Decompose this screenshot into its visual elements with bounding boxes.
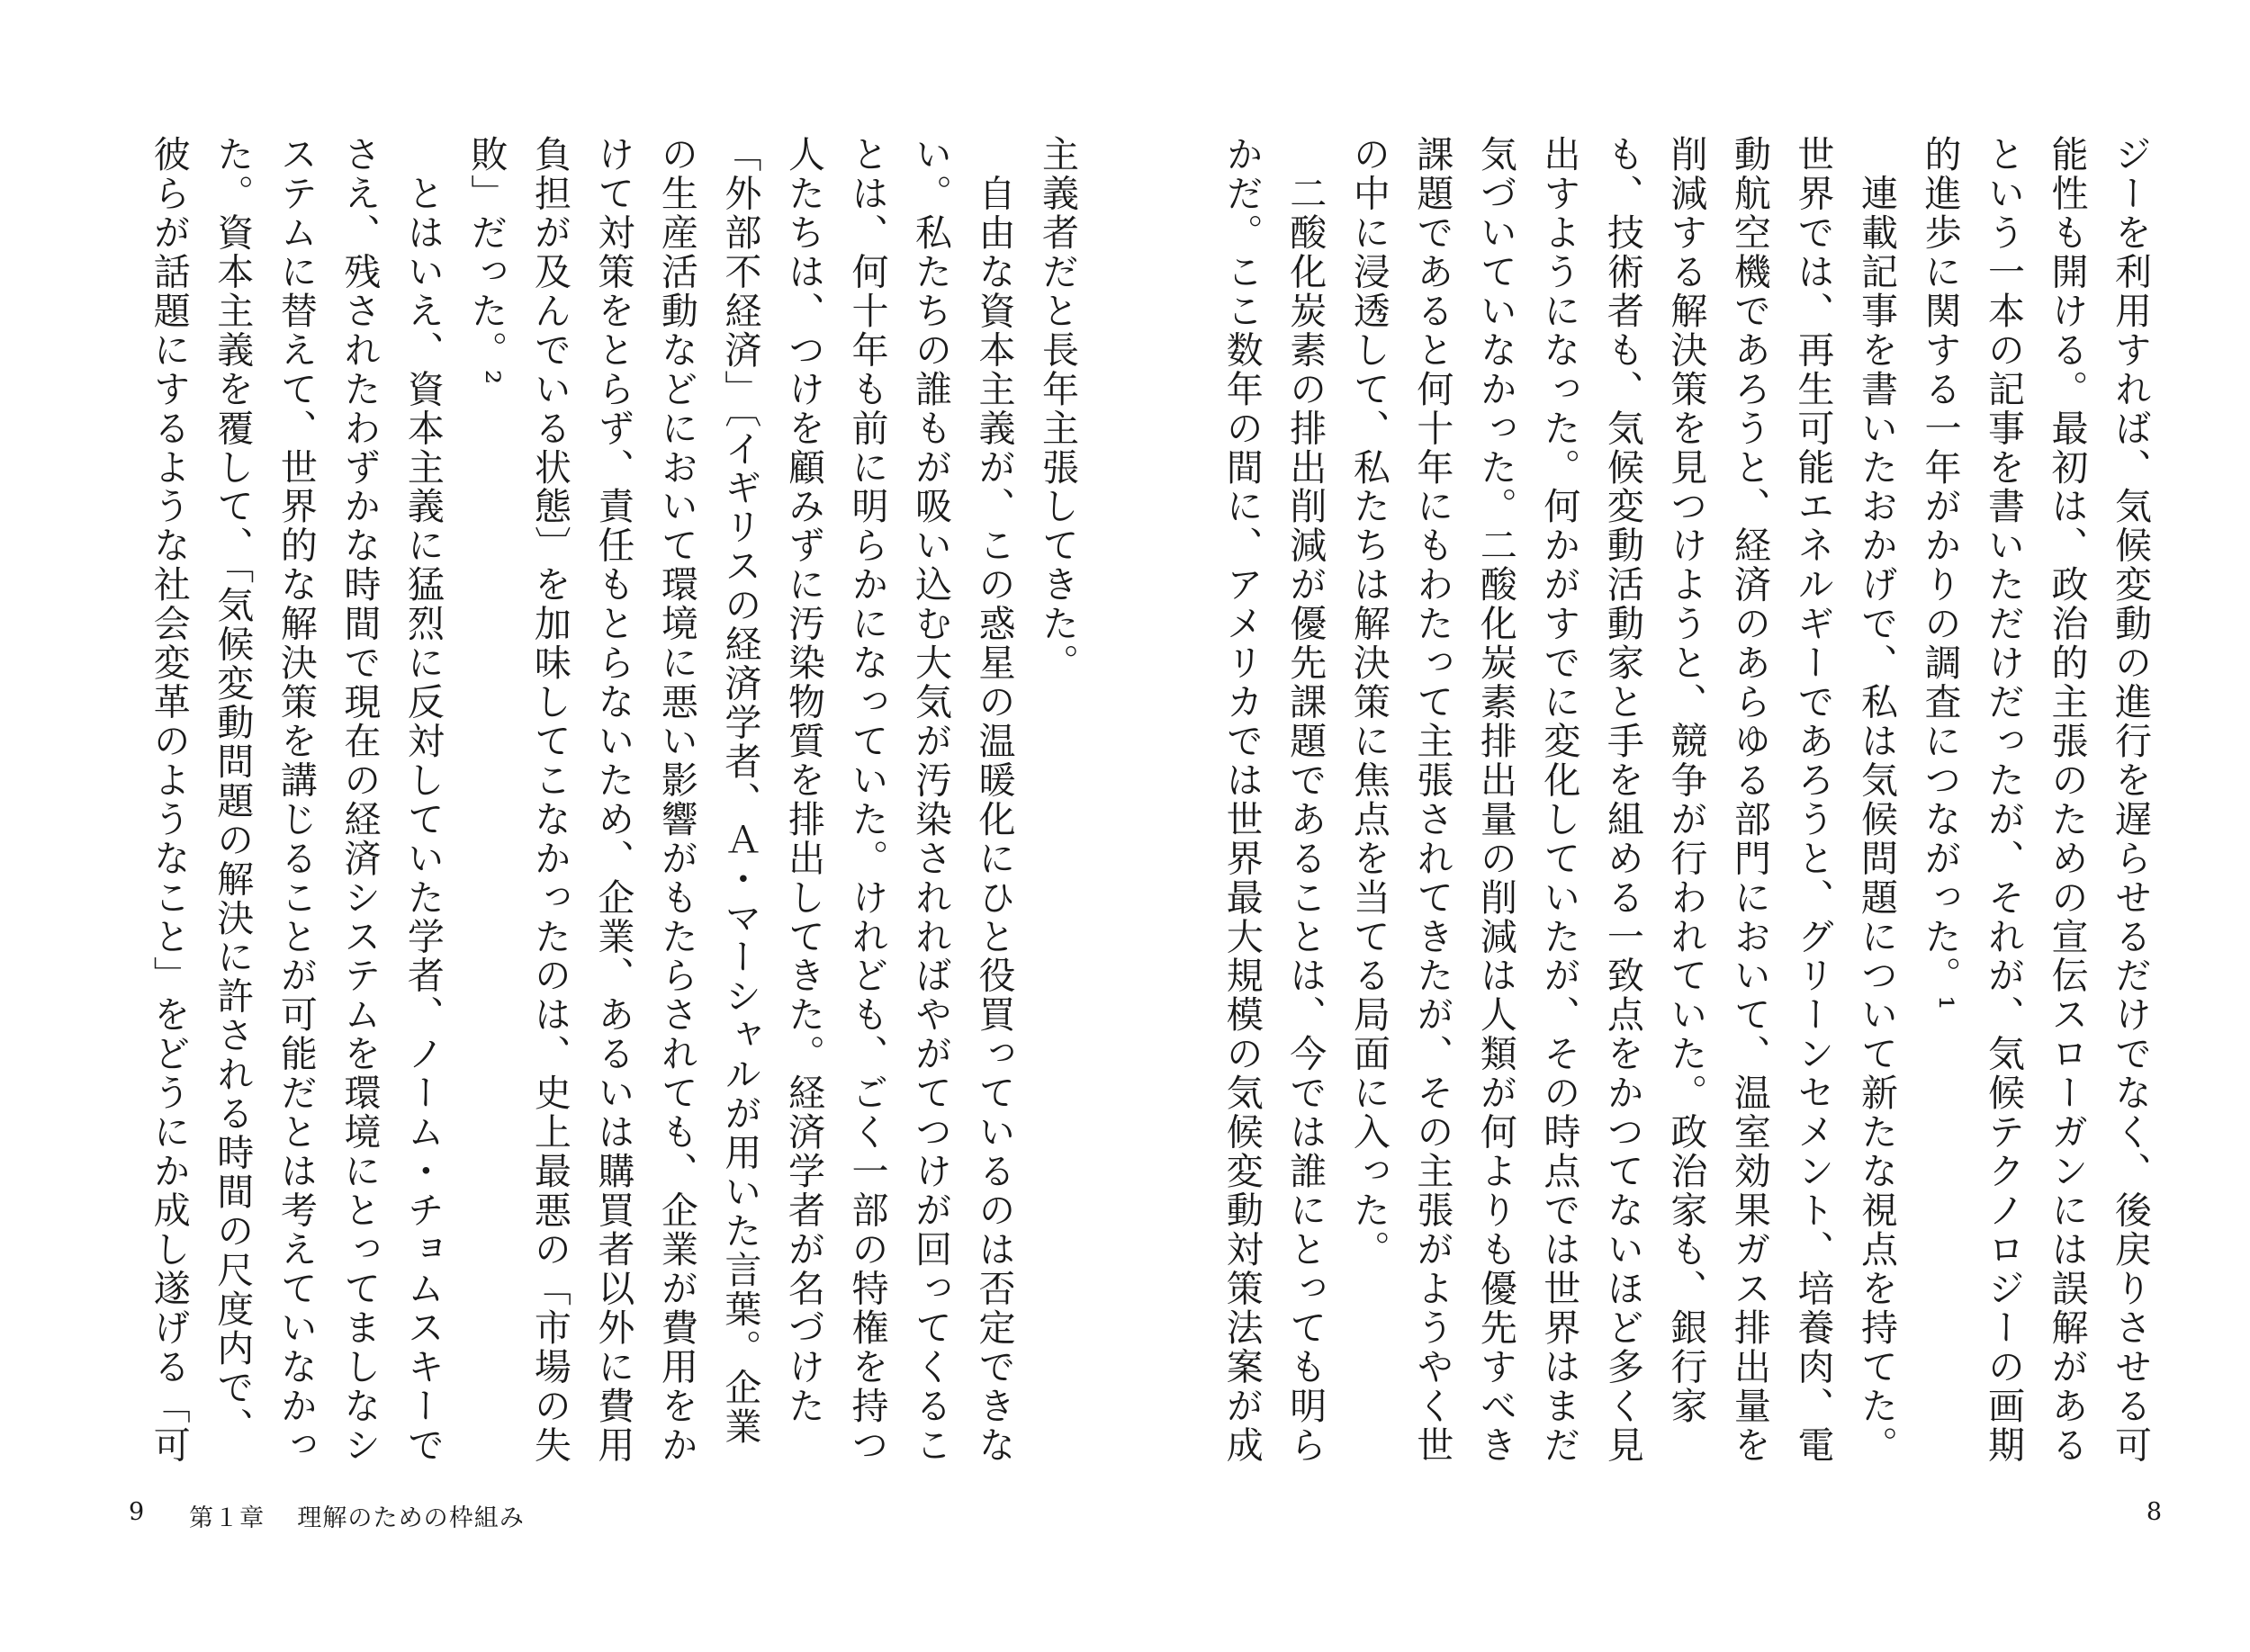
running-head xyxy=(189,1498,525,1533)
chapter-label: 第１章 xyxy=(189,1504,266,1532)
chapter-title: 理解のための枠組み xyxy=(297,1504,525,1532)
right-page-body: ジーを利用すれば、気候変動の進行を遅らせるだけでなく、後戻りさせる可能性も開ける。最初は、政治的主張のための宣伝スローガンには誤解があるという一本の記事を書いただけだったが、それが、気候テクノロジーの画期的進歩に関する一年がかりの調査につながった。¹ 連載記事を書いたおかげで、私は気候問題について新たな視点を持てた。世界では、再生可能エネルギーであろうと、グリーンセメント、培養肉、電動航空機であろうと、経済のあらゆる部門において、温室効果ガス排出量を削減する解決策を見つけようと、競争が行われていた。政治家も、銀行家も、技術者も、気候変動活動家と手を組める一致点をかつてないほど多く見出すようになった。何かがすでに変化していたが、その時点では世界はまだ気づいていなかった。二酸化炭素排出量の削減は人類が何よりも優先すべき課題であると何十年にもわたって主張されてきたが、その主張がようやく世の中に浸透して、私たちは解決策に焦点を当てる局面に入った。 二酸化炭素の排出削減が優先課題であることは、今では誰にとっても明らかだ。ここ数年の間に、アメリカでは世界最大規模の気候変動対策法案が成 xyxy=(1220,135,2152,1465)
right-page xyxy=(1125,0,2250,1652)
left-page-body: 主義者だと長年主張してきた。 自由な資本主義が、この惑星の温暖化にひと役買っているのは否定できない。私たちの誰もが吸い込む大気が汚染されればやがてつけが回ってくることは、何十年も前に明らかになっていた。けれども、ごく一部の特権を持つ人たちは、つけを顧みずに汚染物質を排出してきた。経済学者が名づけた「外部不経済」〔イギリスの経済学者、Ａ・マーシャルが用いた言葉。企業の生産活動などにおいて環境に悪い影響がもたらされても、企業が費用をかけて対策をとらず、責任もとらないため、企業、あるいは購買者以外に費用負担が及んでいる状態〕を加味してこなかったのは、史上最悪の「市場の失敗」だった。² とはいえ、資本主義に猛烈に反対していた学者、ノーム・チョムスキーでさえ、残されたわずかな時間で現在の経済システムを環境にとってましなシステムに替えて、世界的な解決策を講じることが可能だとは考えていなかった。資本主義を覆して、「気候変動問題の解決に許される時間の尺度内で、彼らが話題にするような社会変革のようなこと」をどうにか成し遂げる「可 xyxy=(147,135,1079,1465)
page-number: 9 xyxy=(129,1498,145,1526)
page-number: 8 xyxy=(2146,1498,2162,1526)
